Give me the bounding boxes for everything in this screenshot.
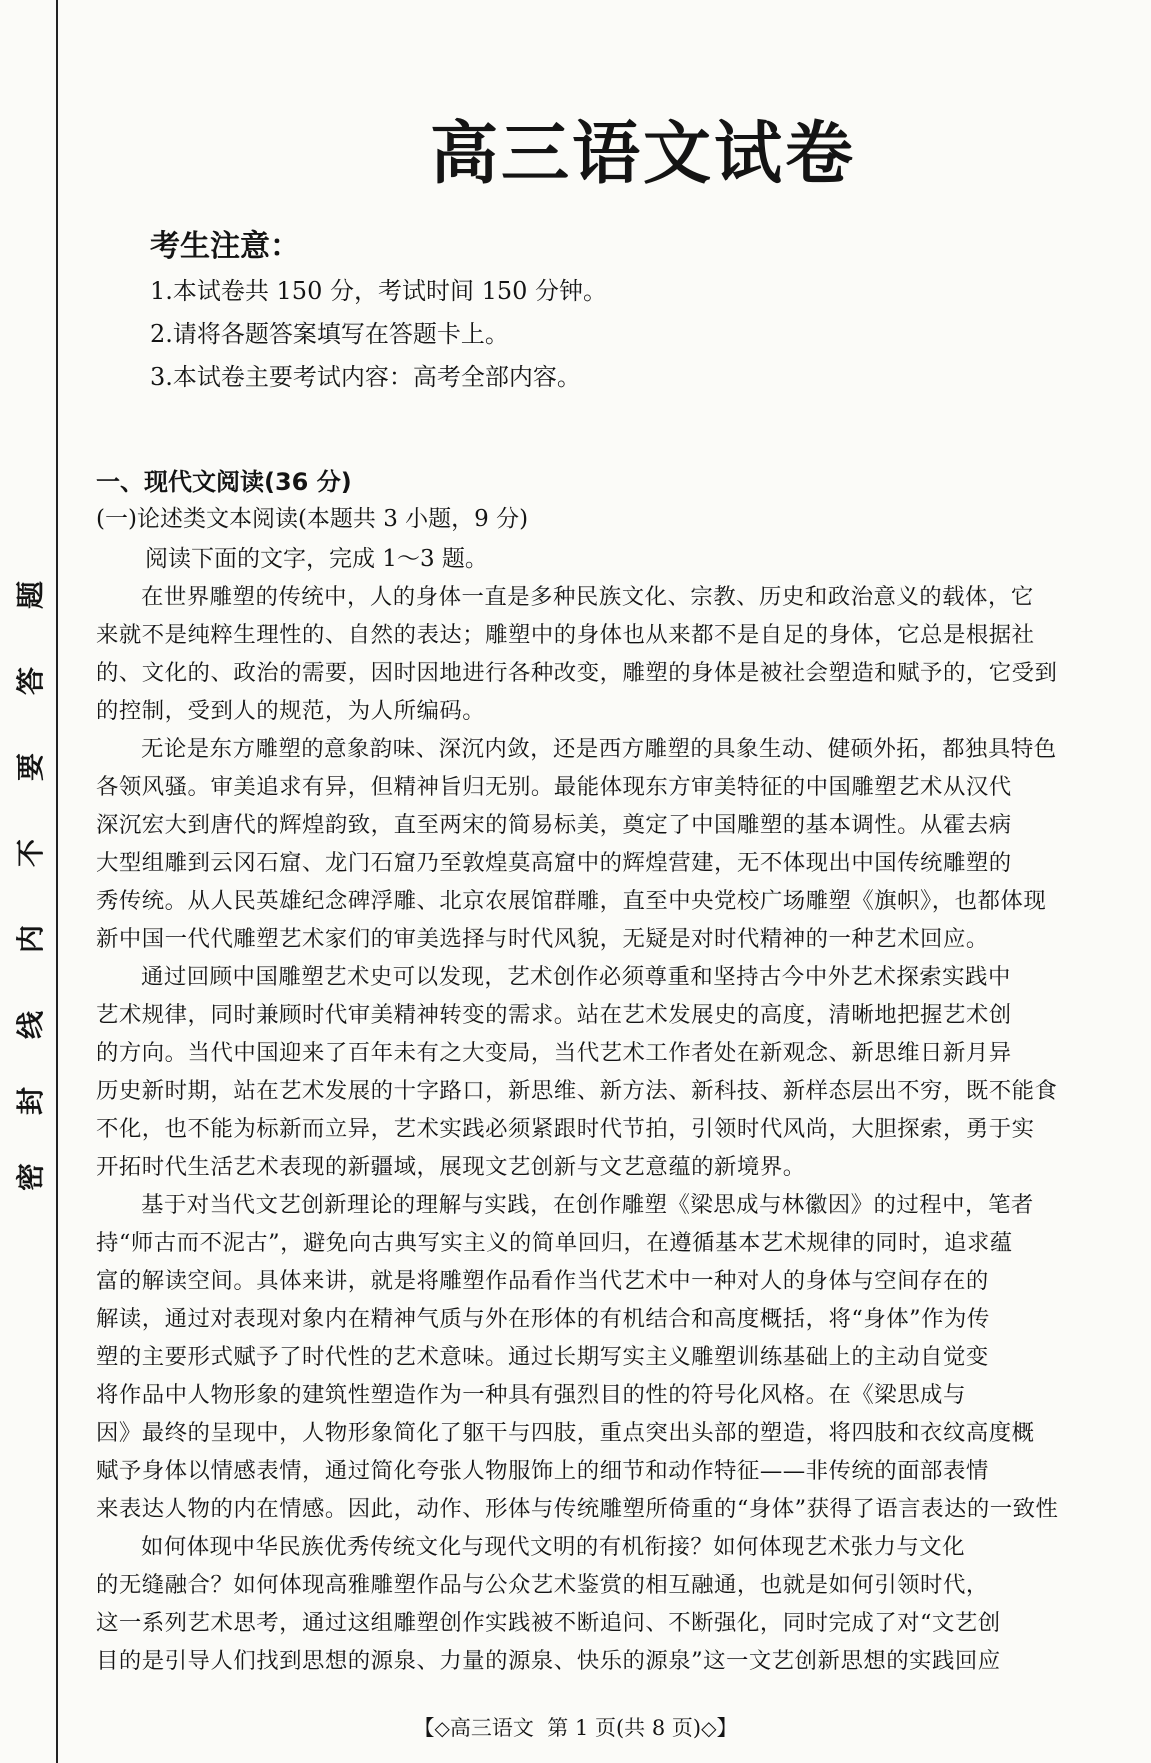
page-footer bbox=[0, 1712, 1151, 1742]
passage-line: 艺术规律，同时兼顾时代审美精神转变的需求。站在艺术发展史的高度，清晰地把握艺术创 bbox=[96, 1002, 1012, 1028]
passage-line: 持“师古而不泥古”，避免向古典写实主义的简单回归，在遵循基本艺术规律的同时，追求蕴 bbox=[96, 1230, 1013, 1256]
passage-line: 解读，通过对表现对象内在精神气质与外在形体的有机结合和高度概括，将“身体”作为传 bbox=[96, 1306, 990, 1332]
passage-line: 的方向。当代中国迎来了百年未有之大变局，当代艺术工作者处在新观念、新思维日新月异 bbox=[96, 1040, 1012, 1066]
passage-line: 秀传统。从人民英雄纪念碑浮雕、北京农展馆群雕，直至中央党校广场雕塑《旗帜》，也都体现 bbox=[96, 888, 1047, 914]
passage-line: 新中国一代代雕塑艺术家们的审美选择与时代风貌，无疑是对时代精神的一种艺术回应。 bbox=[96, 926, 989, 952]
footer-bracket-close: 】 bbox=[716, 1716, 738, 1740]
notice-item: 2.请将各题答案填写在答题卡上。 bbox=[150, 320, 509, 348]
passage-line: 富的解读空间。具体来讲，就是将雕塑作品看作当代艺术中一种对人的身体与空间存在的 bbox=[96, 1268, 989, 1294]
reading-instruction: 阅读下面的文字，完成 1～3 题。 bbox=[145, 546, 488, 572]
passage-line: 的控制，受到人的规范，为人所编码。 bbox=[96, 698, 486, 724]
passage-line: 通过回顾中国雕塑艺术史可以发现，艺术创作必须尊重和坚持古今中外艺术探索实践中 bbox=[141, 964, 1011, 990]
section-heading: 一、现代文阅读(36 分) bbox=[96, 468, 352, 496]
passage-line: 历史新时期，站在艺术发展的十字路口，新思维、新方法、新科技、新样态层出不穷，既不能食 bbox=[96, 1078, 1058, 1104]
diamond-icon: ◇ bbox=[434, 1716, 450, 1740]
passage-line: 开拓时代生活艺术表现的新疆域，展现文艺创新与文艺意蕴的新境界。 bbox=[96, 1154, 806, 1180]
notice-heading: 考生注意： bbox=[150, 229, 300, 264]
passage-line: 如何体现中华民族优秀传统文化与现代文明的有机衔接？如何体现艺术张力与文化 bbox=[141, 1534, 966, 1560]
passage-line: 来就不是纯粹生理性的、自然的表达；雕塑中的身体也从来都不是自足的身体，它总是根据社 bbox=[96, 622, 1035, 648]
passage-line: 这一系列艺术思考，通过这组雕塑创作实践被不断追问、不断强化，同时完成了对“文艺创 bbox=[96, 1610, 1001, 1636]
binding-char: 封 bbox=[14, 1087, 47, 1116]
binding-line bbox=[56, 0, 58, 1763]
passage-line: 将作品中人物形象的建筑性塑造作为一种具有强烈目的性的符号化风格。在《梁思成与 bbox=[96, 1382, 966, 1408]
binding-char: 密 bbox=[14, 1163, 47, 1192]
passage-line: 大型组雕到云冈石窟、龙门石窟乃至敦煌莫高窟中的辉煌营建，无不体现出中国传统雕塑的 bbox=[96, 850, 1012, 876]
binding-char: 不 bbox=[14, 839, 47, 868]
page-title: 高三语文试卷 bbox=[430, 115, 857, 194]
passage-line: 的无缝融合？如何体现高雅雕塑作品与公众艺术鉴赏的相互融通，也就是如何引领时代， bbox=[96, 1572, 989, 1598]
passage-line: 来表达人物的内在情感。因此，动作、形体与传统雕塑所倚重的“身体”获得了语言表达的一致性 bbox=[96, 1496, 1059, 1522]
passage-line: 赋予身体以情感表情，通过简化夸张人物服饰上的细节和动作特征——非传统的面部表情 bbox=[96, 1458, 989, 1484]
passage-line: 目的是引导人们找到思想的源泉、力量的源泉、快乐的源泉”这一文艺创新思想的实践回应 bbox=[96, 1648, 1001, 1674]
passage-line: 因》最终的呈现中，人物形象简化了躯干与四肢，重点突出头部的塑造，将四肢和衣纹高度概 bbox=[96, 1420, 1035, 1446]
binding-char: 答 bbox=[14, 667, 47, 696]
footer-subject: 高三语文 bbox=[449, 1716, 534, 1740]
passage-line: 在世界雕塑的传统中，人的身体一直是多种民族文化、宗教、历史和政治意义的载体，它 bbox=[141, 584, 1034, 610]
binding-char: 要 bbox=[14, 753, 47, 782]
reading-passage bbox=[96, 578, 1151, 1680]
passage-line: 深沉宏大到唐代的辉煌韵致，直至两宋的简易标美，奠定了中国雕塑的基本调性。从霍去病 bbox=[96, 812, 1012, 838]
passage-line: 无论是东方雕塑的意象韵味、深沉内敛，还是西方雕塑的具象生动、健硕外拓，都独具特色 bbox=[141, 736, 1057, 762]
footer-page-number: 第 1 页(共 8 页) bbox=[547, 1716, 702, 1740]
binding-char: 题 bbox=[14, 581, 47, 610]
binding-char: 内 bbox=[14, 925, 47, 954]
exam-notice bbox=[150, 224, 850, 399]
passage-line: 塑的主要形式赋予了时代性的艺术意味。通过长期写实主义雕塑训练基础上的主动自觉变 bbox=[96, 1344, 989, 1370]
notice-item: 3.本试卷主要考试内容：高考全部内容。 bbox=[150, 363, 581, 391]
notice-item: 1.本试卷共 150 分，考试时间 150 分钟。 bbox=[150, 277, 608, 305]
passage-line: 不化，也不能为标新而立异，艺术实践必须紧跟时代节拍，引领时代风尚，大胆探索，勇于实 bbox=[96, 1116, 1035, 1142]
subsection-heading: (一)论述类文本阅读(本题共 3 小题，9 分) bbox=[96, 506, 529, 532]
passage-line: 的、文化的、政治的需要，因时因地进行各种改变，雕塑的身体是被社会塑造和赋予的，它受到 bbox=[96, 660, 1058, 686]
passage-line: 基于对当代文艺创新理论的理解与实践，在创作雕塑《梁思成与林徽因》的过程中，笔者 bbox=[141, 1192, 1034, 1218]
passage-line: 各领风骚。审美追求有异，但精神旨归无别。最能体现东方审美特征的中国雕塑艺术从汉代 bbox=[96, 774, 1012, 800]
binding-char: 线 bbox=[14, 1011, 47, 1040]
diamond-icon: ◇ bbox=[701, 1716, 717, 1740]
footer-bracket-open: 【 bbox=[413, 1716, 435, 1740]
binding-margin-warning bbox=[14, 578, 48, 1198]
